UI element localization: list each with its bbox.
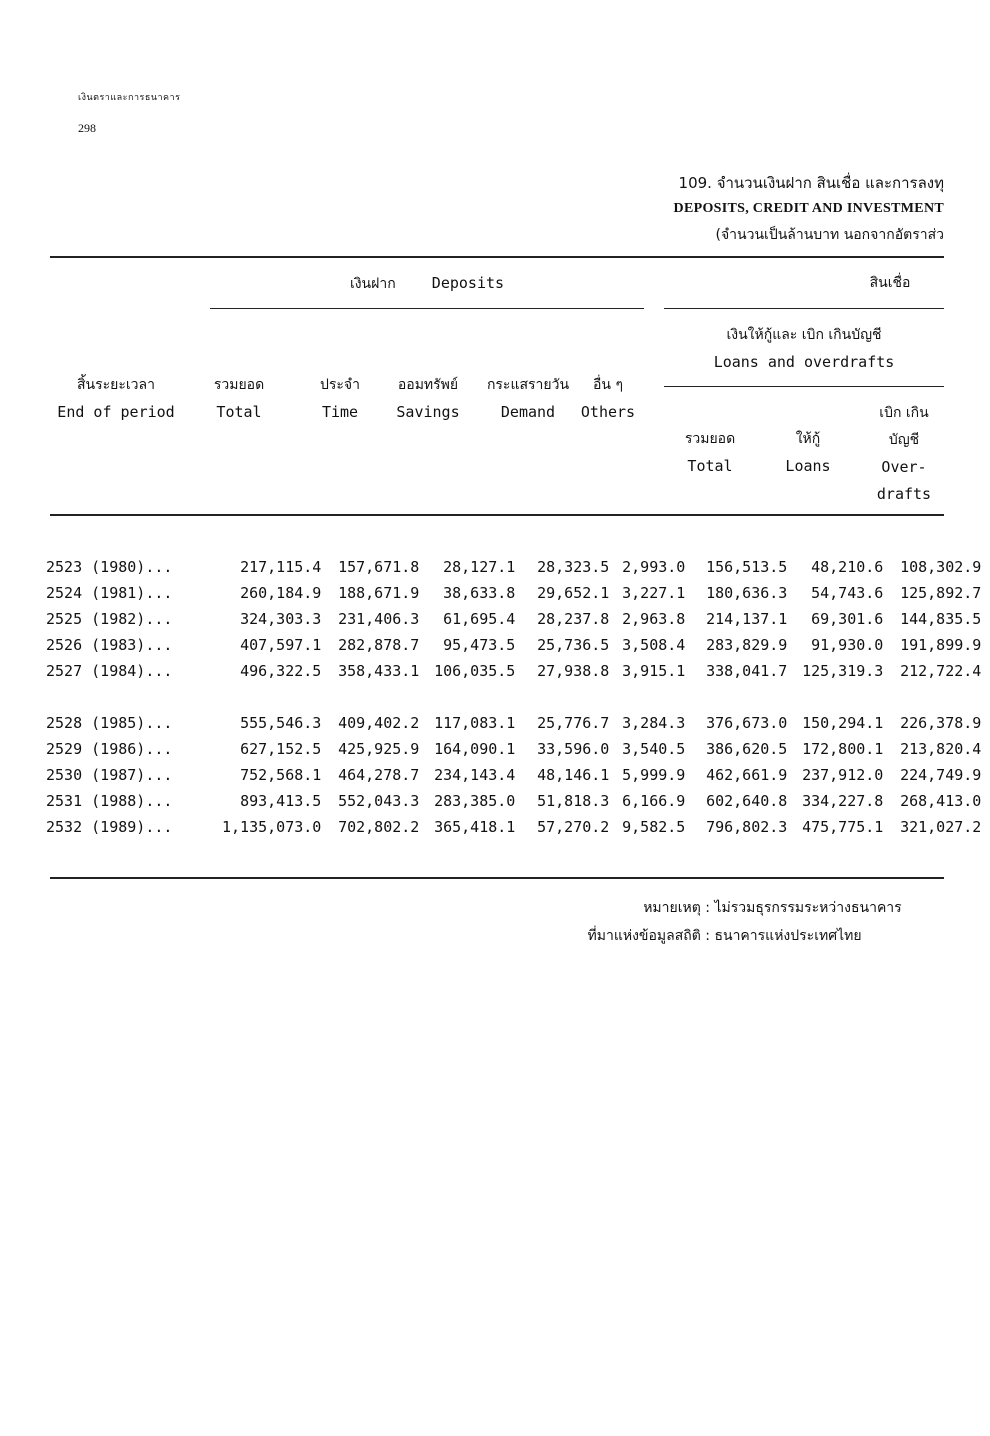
col-total-th: รวมยอด <box>213 377 265 393</box>
loans-overdrafts-en: Loans and overdrafts <box>713 353 895 371</box>
source-note <box>560 922 902 950</box>
cell-time: 157,671.8 <box>338 558 420 576</box>
cell-time: 231,406.3 <box>338 610 420 628</box>
cell-overdrafts: 268,413.0 <box>900 792 982 810</box>
col-savings-header <box>386 372 470 426</box>
cell-overdrafts: 321,027.2 <box>900 818 982 836</box>
cell-demand: 25,776.7 <box>537 714 610 732</box>
data-table <box>40 554 981 840</box>
col-time-th: ประจำ <box>320 377 360 393</box>
col-demand-en: Demand <box>500 403 556 421</box>
cell-overdrafts: 212,722.4 <box>900 662 982 680</box>
col-loan-total-en: Total <box>687 457 733 475</box>
source-text: ธนาคารแห่งประเทศไทย <box>714 928 862 944</box>
header-bottom-rule <box>50 514 944 516</box>
col-time-header <box>300 372 380 426</box>
cell-demand: 51,818.3 <box>537 792 610 810</box>
cell-savings: 365,418.1 <box>434 818 516 836</box>
remark-label: หมายเหตุ : <box>643 900 710 916</box>
col-demand-th: กระแสรายวัน <box>486 377 570 393</box>
page-number: 298 <box>78 121 96 135</box>
cell-demand: 25,736.5 <box>537 636 610 654</box>
cell-time: 358,433.1 <box>338 662 420 680</box>
cell-loan-total: 376,673.0 <box>706 714 788 732</box>
cell-period: 2528 (1985)... <box>46 714 173 732</box>
cell-others: 3,227.1 <box>622 584 686 602</box>
cell-savings: 117,083.1 <box>434 714 516 732</box>
loans-rule <box>664 386 944 387</box>
cell-others: 2,993.0 <box>622 558 686 576</box>
remark-note <box>560 894 902 922</box>
cell-loan-total: 214,137.1 <box>706 610 788 628</box>
top-rule <box>50 256 944 258</box>
cell-loans: 69,301.6 <box>811 610 884 628</box>
cell-time: 464,278.7 <box>338 766 420 784</box>
notes-block <box>560 894 902 950</box>
table-row <box>40 606 981 632</box>
col-savings-th: ออมทรัพย์ <box>397 377 459 393</box>
col-demand-header <box>478 372 578 426</box>
deposits-group-header <box>210 270 644 298</box>
col-overdrafts-th2: บัญชี <box>888 432 920 448</box>
cell-period: 2532 (1989)... <box>46 818 173 836</box>
cell-total: 260,184.9 <box>240 584 322 602</box>
cell-others: 3,540.5 <box>622 740 686 758</box>
table-row <box>40 710 981 736</box>
col-overdrafts-header <box>866 400 942 508</box>
cell-loan-total: 338,041.7 <box>706 662 788 680</box>
col-overdrafts-en1: Over- <box>881 458 927 476</box>
cell-loans: 237,912.0 <box>802 766 884 784</box>
col-loan-total-th: รวมยอด <box>684 431 736 447</box>
col-overdrafts-en2: drafts <box>876 485 932 503</box>
cell-others: 2,963.8 <box>622 610 686 628</box>
table-row <box>40 658 981 684</box>
col-others-header <box>576 372 640 426</box>
cell-demand: 48,146.1 <box>537 766 610 784</box>
col-time-en: Time <box>321 403 359 421</box>
cell-overdrafts: 224,749.9 <box>900 766 982 784</box>
cell-overdrafts: 144,835.5 <box>900 610 982 628</box>
col-period-header <box>46 372 186 426</box>
deposits-th: เงินฝาก <box>349 276 396 292</box>
cell-demand: 57,270.2 <box>537 818 610 836</box>
running-header: เงินตราและการธนาคาร <box>78 93 181 103</box>
cell-savings: 38,633.8 <box>443 584 516 602</box>
cell-time: 425,925.9 <box>338 740 420 758</box>
col-loans-header <box>768 426 848 480</box>
col-others-en: Others <box>580 403 636 421</box>
cell-loan-total: 180,636.3 <box>706 584 788 602</box>
cell-period: 2525 (1982)... <box>46 610 173 628</box>
cell-others: 3,915.1 <box>622 662 686 680</box>
table-row <box>40 632 981 658</box>
cell-total: 1,135,073.0 <box>222 818 322 836</box>
cell-savings: 61,695.4 <box>443 610 516 628</box>
cell-savings: 28,127.1 <box>443 558 516 576</box>
cell-period: 2530 (1987)... <box>46 766 173 784</box>
cell-overdrafts: 226,378.9 <box>900 714 982 732</box>
col-loans-th: ให้กู้ <box>795 431 821 447</box>
table-title-block <box>674 170 944 248</box>
cell-time: 702,802.2 <box>338 818 420 836</box>
col-period-en: End of period <box>57 403 175 421</box>
cell-time: 188,671.9 <box>338 584 420 602</box>
cell-loans: 475,775.1 <box>802 818 884 836</box>
cell-total: 324,303.3 <box>240 610 322 628</box>
source-label: ที่มาแห่งข้อมูลสถิติ : <box>587 928 710 944</box>
cell-savings: 234,143.4 <box>434 766 516 784</box>
cell-savings: 106,035.5 <box>434 662 516 680</box>
cell-time: 409,402.2 <box>338 714 420 732</box>
cell-total: 893,413.5 <box>240 792 322 810</box>
cell-loans: 91,930.0 <box>811 636 884 654</box>
cell-others: 3,284.3 <box>622 714 686 732</box>
row-spacer <box>40 684 981 710</box>
cell-total: 752,568.1 <box>240 766 322 784</box>
col-total-header <box>196 372 282 426</box>
table-row <box>40 580 981 606</box>
cell-demand: 29,652.1 <box>537 584 610 602</box>
cell-loans: 48,210.6 <box>811 558 884 576</box>
table-title-thai: 109. จำนวนเงินฝาก สินเชื่อ และการลงทุ <box>678 174 944 192</box>
cell-loans: 150,294.1 <box>802 714 884 732</box>
cell-period: 2529 (1986)... <box>46 740 173 758</box>
cell-period: 2523 (1980)... <box>46 558 173 576</box>
cell-demand: 28,323.5 <box>537 558 610 576</box>
cell-period: 2531 (1988)... <box>46 792 173 810</box>
cell-total: 407,597.1 <box>240 636 322 654</box>
cell-overdrafts: 213,820.4 <box>900 740 982 758</box>
table-row <box>40 762 981 788</box>
cell-overdrafts: 191,899.9 <box>900 636 982 654</box>
cell-demand: 27,938.8 <box>537 662 610 680</box>
unit-note: (จำนวนเป็นล้านบาท นอกจากอัตราส่ว <box>715 227 944 243</box>
cell-demand: 28,237.8 <box>537 610 610 628</box>
cell-others: 9,582.5 <box>622 818 686 836</box>
credit-group-header: สินเชื่อ <box>869 275 911 291</box>
cell-others: 3,508.4 <box>622 636 686 654</box>
deposits-en: Deposits <box>431 274 505 292</box>
col-overdrafts-th1: เบิก เกิน <box>879 405 929 421</box>
cell-total: 627,152.5 <box>240 740 322 758</box>
cell-loans: 54,743.6 <box>811 584 884 602</box>
loans-overdrafts-th: เงินให้กู้และ เบิก เกินบัญชี <box>726 327 882 343</box>
cell-loan-total: 156,513.5 <box>706 558 788 576</box>
cell-savings: 95,473.5 <box>443 636 516 654</box>
cell-demand: 33,596.0 <box>537 740 610 758</box>
col-period-th: สิ้นระยะเวลา <box>77 377 155 393</box>
table-row <box>40 814 981 840</box>
cell-time: 282,878.7 <box>338 636 420 654</box>
col-others-th: อื่น ๆ <box>593 377 623 393</box>
col-loan-total-header <box>668 426 752 480</box>
cell-others: 6,166.9 <box>622 792 686 810</box>
deposits-rule <box>210 308 644 309</box>
cell-loans: 125,319.3 <box>802 662 884 680</box>
cell-time: 552,043.3 <box>338 792 420 810</box>
cell-savings: 283,385.0 <box>434 792 516 810</box>
bottom-rule <box>50 877 944 879</box>
cell-total: 217,115.4 <box>240 558 322 576</box>
cell-overdrafts: 125,892.7 <box>900 584 982 602</box>
cell-savings: 164,090.1 <box>434 740 516 758</box>
cell-total: 496,322.5 <box>240 662 322 680</box>
table-row <box>40 736 981 762</box>
cell-period: 2527 (1984)... <box>46 662 173 680</box>
remark-text: ไม่รวมธุรกรรมระหว่างธนาคาร <box>714 900 902 916</box>
cell-others: 5,999.9 <box>622 766 686 784</box>
table-row <box>40 554 981 580</box>
cell-loans: 334,227.8 <box>802 792 884 810</box>
cell-loan-total: 462,661.9 <box>706 766 788 784</box>
col-loans-en: Loans <box>785 457 831 475</box>
cell-loan-total: 283,829.9 <box>706 636 788 654</box>
cell-loan-total: 796,802.3 <box>706 818 788 836</box>
credit-rule <box>664 308 944 309</box>
cell-period: 2526 (1983)... <box>46 636 173 654</box>
col-savings-en: Savings <box>396 403 460 421</box>
table-row <box>40 788 981 814</box>
cell-overdrafts: 108,302.9 <box>900 558 982 576</box>
cell-period: 2524 (1981)... <box>46 584 173 602</box>
cell-loan-total: 386,620.5 <box>706 740 788 758</box>
cell-loans: 172,800.1 <box>802 740 884 758</box>
loans-overdrafts-header <box>664 322 944 376</box>
cell-total: 555,546.3 <box>240 714 322 732</box>
table-title-english: DEPOSITS, CREDIT AND INVESTMENT <box>673 201 944 216</box>
cell-loan-total: 602,640.8 <box>706 792 788 810</box>
col-total-en: Total <box>216 403 262 421</box>
